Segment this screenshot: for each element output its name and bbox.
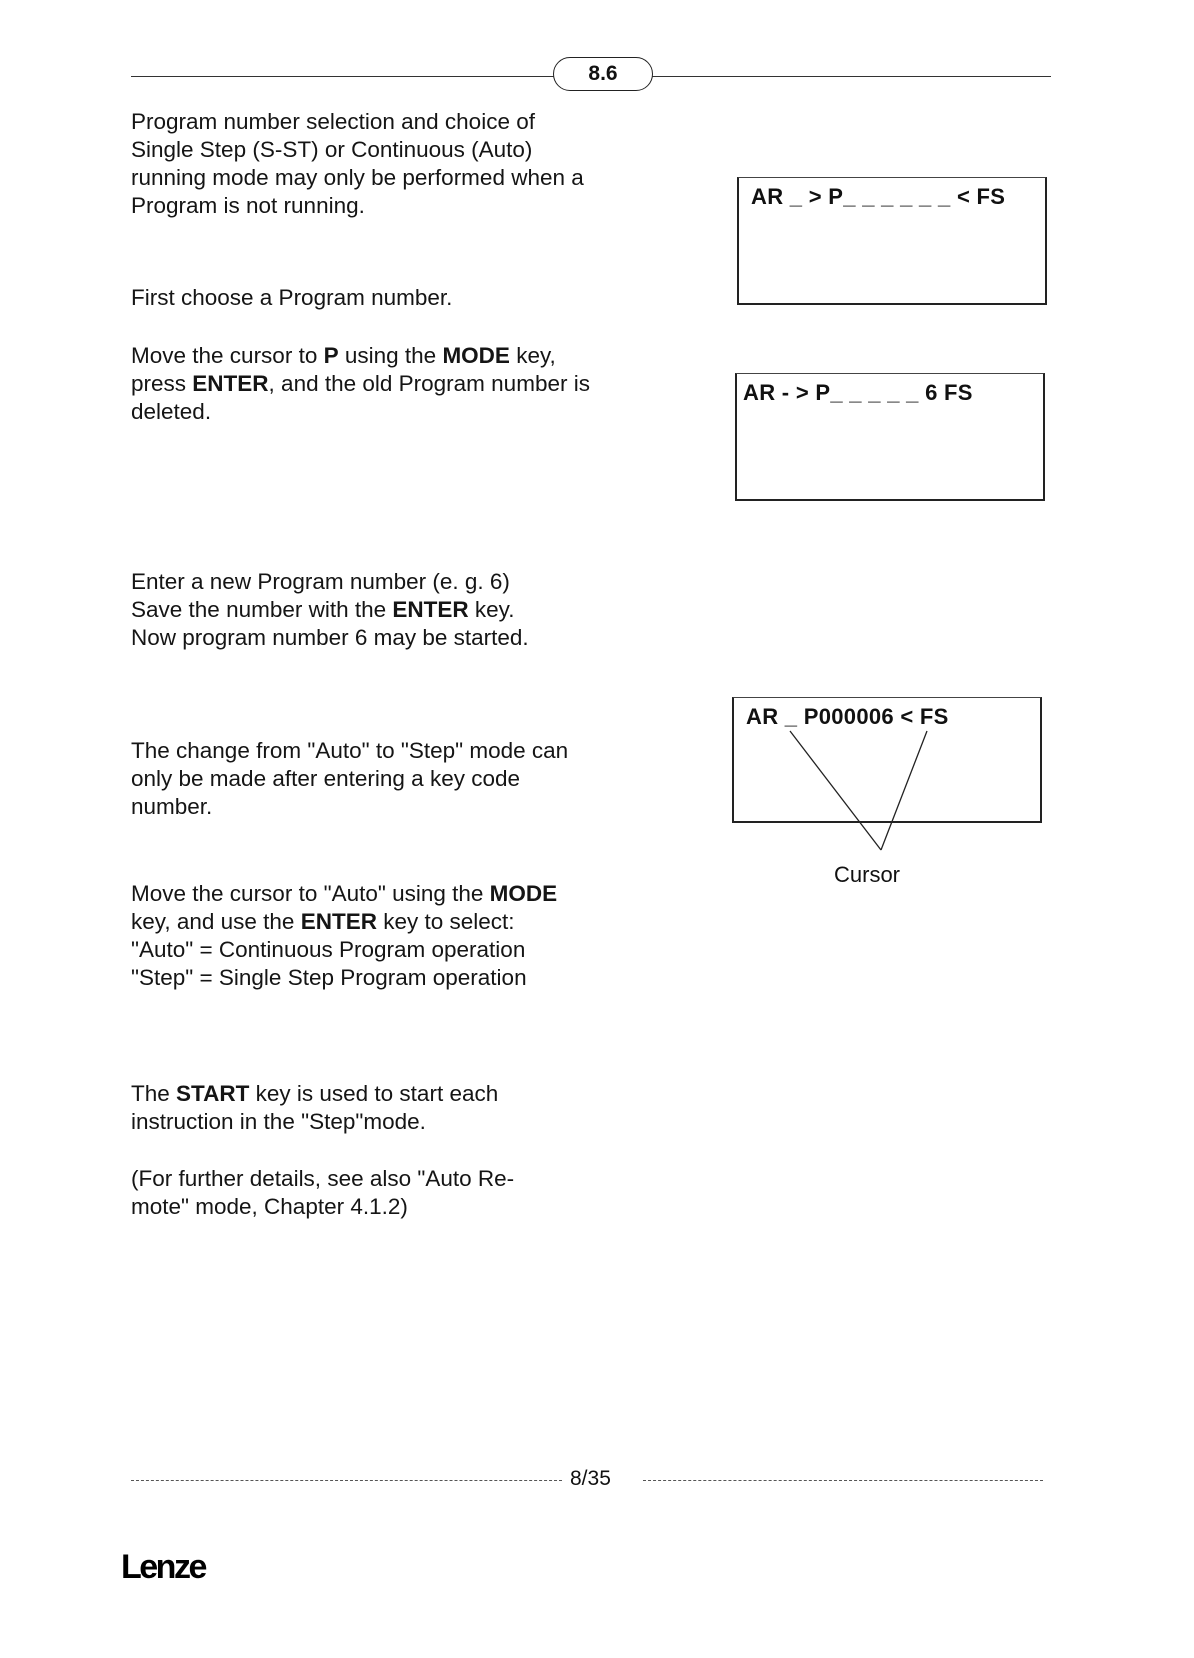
intro-text: Program number selection and choice of Single Step (S-ST) or Continuous (Auto) running mode may only be performed when a Program is not running. bbox=[131, 109, 584, 218]
display-initial-text: AR _ > P_ _ _ _ _ _ < FS bbox=[751, 184, 1006, 209]
step-definition: "Step" = Single Step Program operation bbox=[131, 965, 527, 990]
text-span: using the bbox=[338, 343, 443, 368]
cursor-label: Cursor bbox=[834, 862, 901, 887]
footer-rule-right bbox=[643, 1480, 1043, 1481]
text-span: key, and use the bbox=[131, 909, 301, 934]
brand-logo: Lenze bbox=[121, 1548, 205, 1586]
auto-definition: "Auto" = Continuous Program operation bbox=[131, 937, 526, 962]
display-program-cleared-text: AR - > P_ _ _ _ _ 6 FS bbox=[743, 380, 973, 405]
text-span: Move the cursor to "Auto" using the bbox=[131, 881, 490, 906]
bold-enter: ENTER bbox=[300, 909, 377, 934]
text-span: key to select: bbox=[376, 909, 515, 934]
text-span: key, press bbox=[131, 343, 556, 396]
enter-program-line3: Now program number 6 may be started. bbox=[131, 625, 529, 650]
text-span: key. bbox=[468, 597, 515, 622]
bold-enter: ENTER bbox=[192, 371, 269, 396]
page-number: 8/35 bbox=[570, 1467, 611, 1490]
bold-p: P bbox=[323, 343, 339, 368]
section-number-badge: 8.6 bbox=[553, 57, 653, 91]
bold-mode: MODE bbox=[489, 881, 558, 906]
display-program-six-text: AR _ P000006 < FS bbox=[746, 704, 949, 729]
text-span: , and the old Program number is deleted. bbox=[131, 371, 590, 424]
further-details-text: (For further details, see also "Auto Re-mote" mode, Chapter 4.1.2) bbox=[131, 1166, 515, 1219]
text-span: Save the number with the bbox=[131, 597, 393, 622]
footer-rule-left bbox=[131, 1480, 562, 1481]
cursor-line-right bbox=[881, 731, 927, 850]
text-span: key is used to start each instruction in the "Step"mode. bbox=[131, 1081, 499, 1134]
bold-start: START bbox=[176, 1081, 250, 1106]
cursor-line-left bbox=[790, 731, 881, 850]
bold-enter: ENTER bbox=[392, 597, 469, 622]
enter-program-line1: Enter a new Program number (e. g. 6) bbox=[131, 569, 510, 594]
text-span: The bbox=[131, 1081, 177, 1106]
auto-step-change-text: The change from "Auto" to "Step" mode can only be made after entering a key code number. bbox=[131, 738, 569, 819]
choose-program-text: First choose a Program number. bbox=[131, 285, 453, 310]
text-span: Move the cursor to bbox=[131, 343, 324, 368]
bold-mode: MODE bbox=[442, 343, 510, 368]
